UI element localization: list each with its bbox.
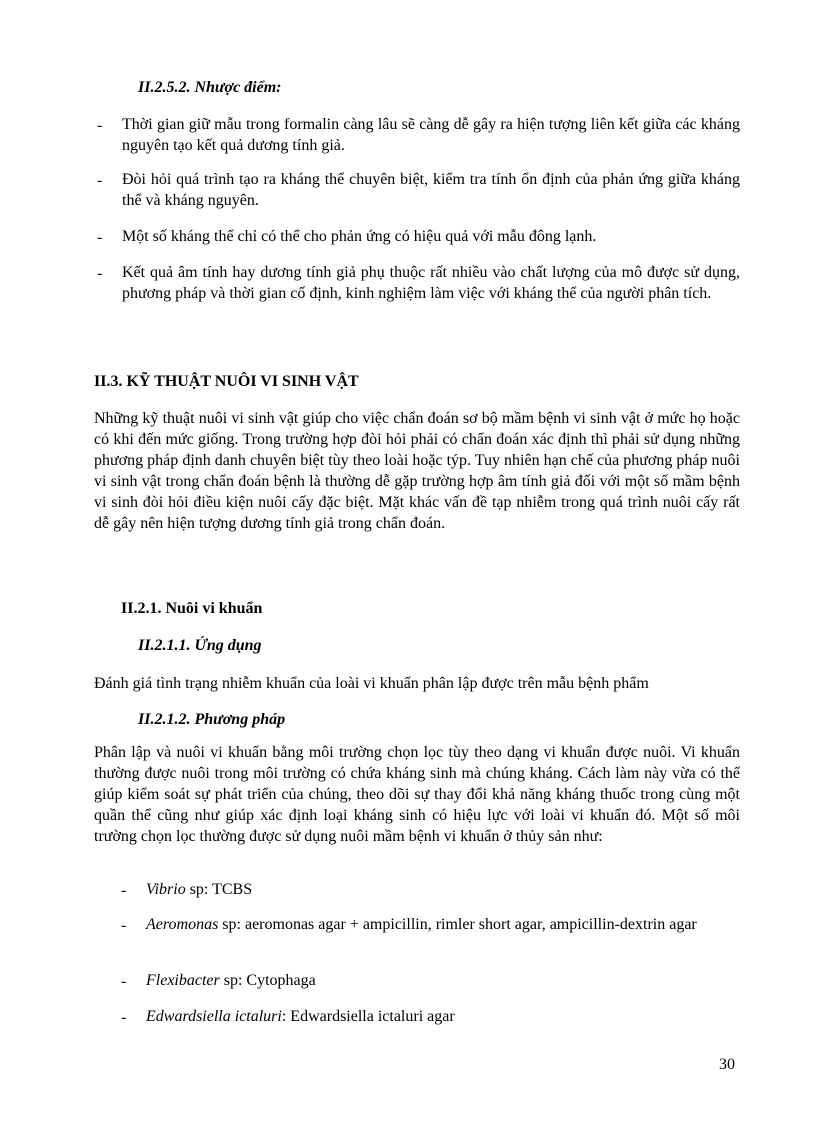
species-name: Edwardsiella ictaluri xyxy=(146,1008,282,1025)
list-item: Một số kháng thể chỉ có thể cho phản ứng có hiệu quả với mẫu đông lạnh. xyxy=(122,228,597,245)
heading-nhuoc-diem: II.2.5.2. Nhược điểm: xyxy=(138,79,282,96)
media-item xyxy=(146,879,740,900)
list-bullet: - xyxy=(97,265,103,282)
media-description: sp: Cytophaga xyxy=(219,972,316,989)
media-item xyxy=(146,914,740,935)
list-bullet: - xyxy=(121,917,127,934)
phuong-phap-paragraph: Phân lập và nuôi vi khuẩn bằng môi trường chọn lọc tùy theo dạng vi khuẩn được nuôi. Vi khuẩn thường được nuôi trong môi trường có chứa kháng sinh mà chúng kháng. Cách làm này vừa có thể giúp kiểm soát sự phát triển của chúng, theo dõi sự thay đổi khả năng kháng thuốc trong cùng một quần thể cũng như giúp xác định loại kháng sinh có hiệu lực với loài vi khuẩn đó. Một số môi trường chọn lọc thường được sử dụng nuôi mầm bệnh vi khuẩn ở thủy sản như: xyxy=(94,744,740,845)
media-description: sp: aeromonas agar + ampicillin, rimler short agar, ampicillin-dextrin agar xyxy=(218,916,697,933)
list-bullet: - xyxy=(97,229,103,246)
media-description: : Edwardsiella ictaluri agar xyxy=(281,1008,455,1025)
ung-dung-text: Đánh giá tình trạng nhiễm khuẩn của loài vi khuẩn phân lập được trên mẫu bệnh phẩm xyxy=(94,675,649,692)
section-heading: II.3. KỸ THUẬT NUÔI VI SINH VẬT xyxy=(94,373,359,390)
heading-phuong-phap: II.2.1.2. Phương pháp xyxy=(138,711,286,728)
media-item xyxy=(146,1006,740,1027)
section-paragraph: Những kỹ thuật nuôi vi sinh vật giúp cho việc chẩn đoán sơ bộ mầm bệnh vi sinh vật ở mức họ hoặc có khi đến mức giống. Trong trường hợp đòi hỏi phải có chẩn đoán xác định thì phải sử dụng những phương pháp định danh chuyên biệt tùy theo loài hoặc týp. Tuy nhiên hạn chế của phương pháp nuôi vi sinh vật trong chẩn đoán bệnh là thường dễ gặp trường hợp âm tính giả đối với một số mầm bệnh vi sinh đòi hỏi điều kiện nuôi cấy đặc biệt. Mặt khác vấn đề tạp nhiễm trong quá trình nuôi cấy rất dễ gây nên hiện tượng dương tính giả trong chẩn đoán. xyxy=(94,410,740,532)
species-name: Vibrio xyxy=(146,881,186,898)
list-bullet: - xyxy=(121,1009,127,1026)
species-name: Aeromonas xyxy=(146,916,219,933)
heading-nuoi-vi-khuan: II.2.1. Nuôi vi khuẩn xyxy=(121,600,263,617)
list-item: Kết quả âm tính hay dương tính giả phụ thuộc rất nhiều vào chất lượng của mô được sử dụng, phương pháp và thời gian cố định, kinh nghiệm làm việc với kháng thể của người phân tích. xyxy=(122,264,740,302)
list-item: Đòi hỏi quá trình tạo ra kháng thể chuyên biệt, kiểm tra tính ổn định của phản ứng giữa kháng thể và kháng nguyên. xyxy=(122,171,740,209)
list-bullet: - xyxy=(121,973,127,990)
media-item xyxy=(146,970,740,991)
species-name: Flexibacter xyxy=(146,972,220,989)
list-bullet: - xyxy=(97,117,103,134)
heading-ung-dung: II.2.1.1. Ứng dụng xyxy=(138,637,262,654)
list-item: Thời gian giữ mẫu trong formalin càng lâu sẽ càng dễ gây ra hiện tượng liên kết giữa các kháng nguyên tạo kết quả dương tính giả. xyxy=(122,116,740,154)
list-bullet: - xyxy=(97,172,103,189)
media-description: sp: TCBS xyxy=(185,881,253,898)
list-bullet: - xyxy=(121,882,127,899)
page-number: 30 xyxy=(719,1056,735,1073)
